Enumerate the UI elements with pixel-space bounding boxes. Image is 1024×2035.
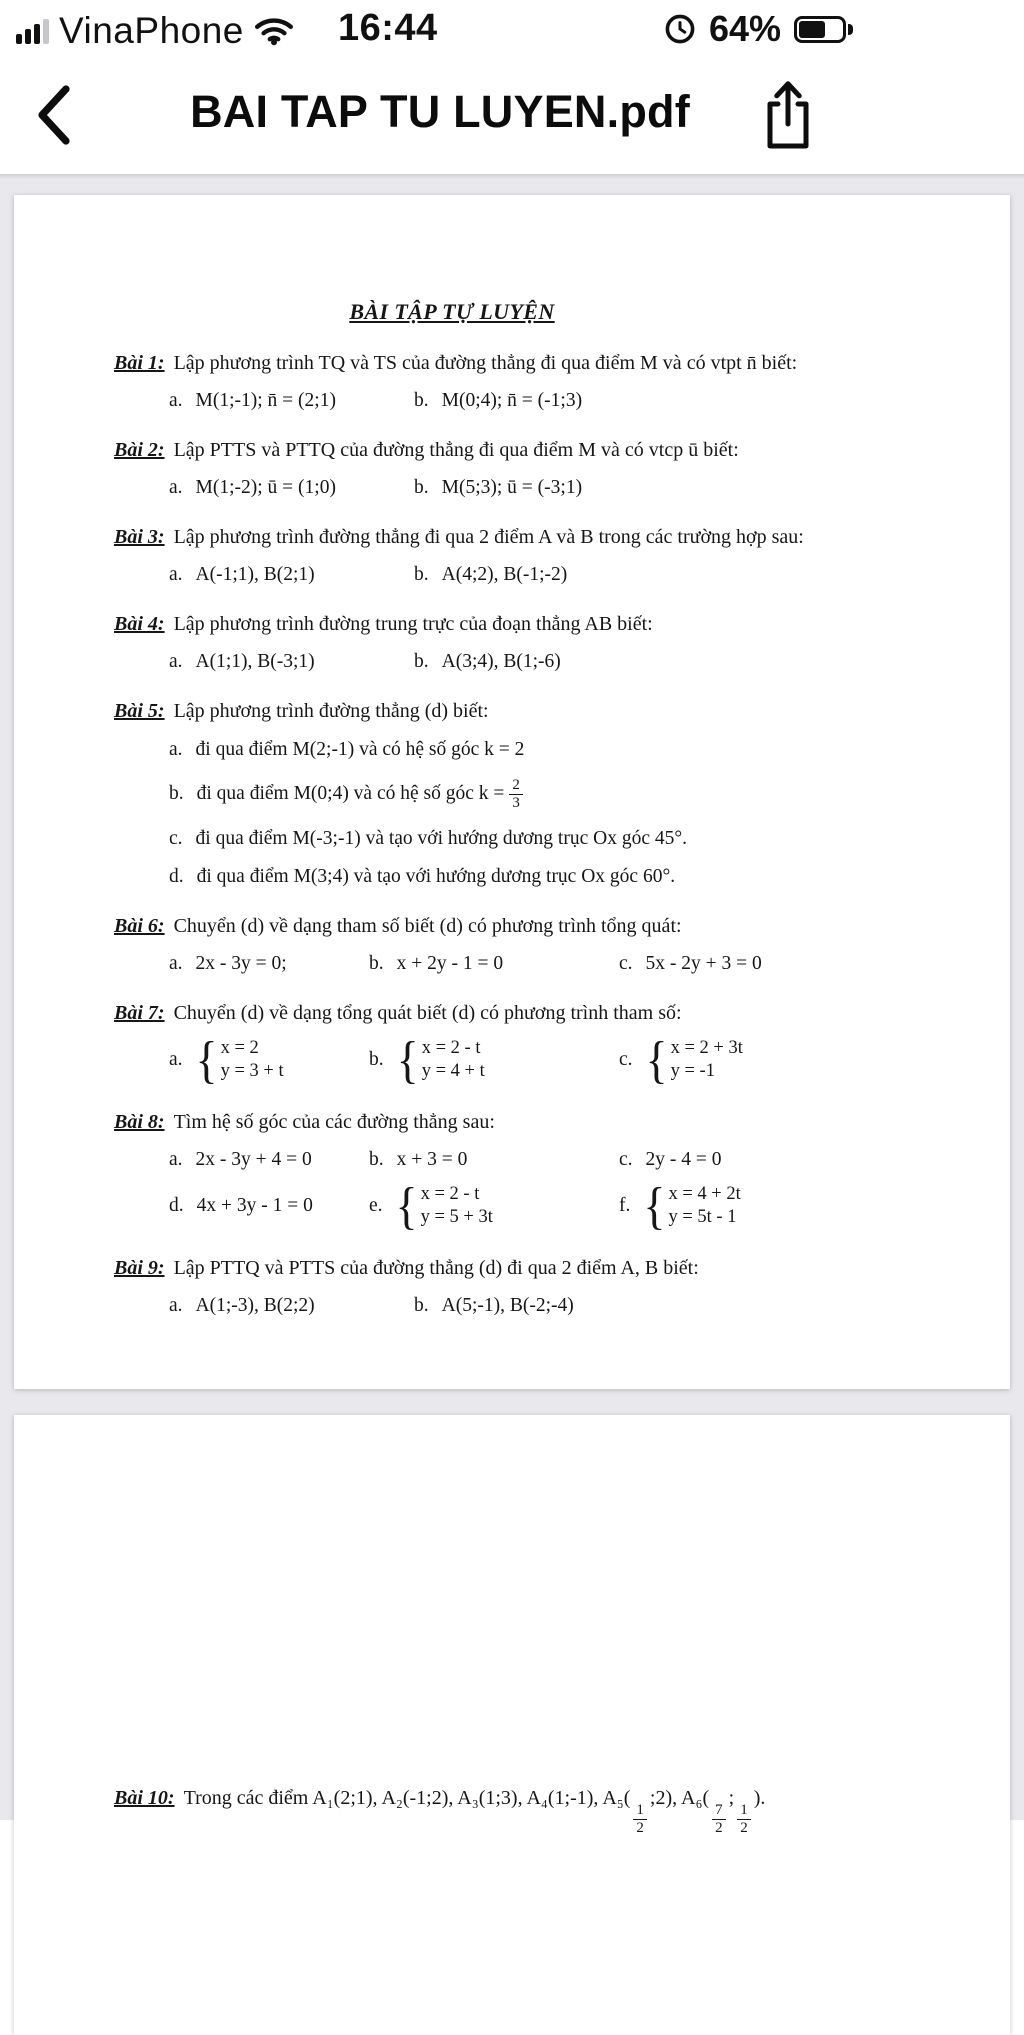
- item-text: 2x - 3y + 4 = 0: [195, 1148, 312, 1170]
- status-time: 16:44: [338, 7, 438, 49]
- exercise-head: [114, 438, 950, 462]
- item-label: b.: [169, 783, 184, 805]
- item-label: a.: [169, 651, 183, 672]
- item-text: x + 2y - 1 = 0: [396, 952, 504, 974]
- exercise-item: [369, 1176, 619, 1235]
- system-line-2: y = 5 + 3t: [420, 1207, 493, 1228]
- exercise-tag: Bài 1:: [114, 352, 165, 374]
- fraction-denominator: 2: [715, 1819, 723, 1836]
- exercise-item: [619, 953, 762, 975]
- item-text: A(4;2), B(-1;-2): [441, 564, 568, 585]
- item-label: c.: [169, 827, 183, 849]
- pdf-page-1: [14, 195, 1010, 1389]
- items-row: [169, 1295, 950, 1317]
- doc-heading: BÀI TẬP TỰ LUYỆN: [349, 299, 555, 324]
- exercise-tag: Bài 6:: [114, 914, 165, 937]
- item-label: c.: [619, 1049, 633, 1071]
- fraction-numerator: 1: [737, 1802, 751, 1820]
- exercise-item: [369, 1030, 619, 1089]
- item-label: a.: [169, 952, 183, 974]
- item-label: f.: [619, 1195, 631, 1217]
- item-label: a.: [169, 739, 183, 760]
- item-text: M(5;3); ū = (-3;1): [441, 477, 583, 498]
- item-text: A(5;-1), B(-2;-4): [441, 1294, 574, 1316]
- exercise-prompt: Lập PTTS và PTTQ của đường thẳng đi qua điểm M và có vtcp ū biết:: [173, 439, 739, 461]
- item-label: e.: [369, 1195, 383, 1217]
- exercise-item: [619, 1149, 722, 1171]
- system-line-2: y = 5t - 1: [668, 1207, 737, 1228]
- exercise-tag: Bài 4:: [114, 613, 165, 635]
- exercise-head: [114, 699, 950, 723]
- brace-symbol: {: [396, 1030, 419, 1089]
- system-line-2: y = 3 + t: [220, 1061, 284, 1082]
- exercise-head: [114, 525, 950, 549]
- cellular-signal-icon: [16, 18, 49, 44]
- wifi-icon: [254, 16, 294, 46]
- fraction-denominator: 2: [636, 1819, 644, 1836]
- exercise-prompt: Tìm hệ số góc của các đường thẳng sau:: [173, 1110, 495, 1133]
- pdf-page-2: [14, 1415, 1010, 2035]
- item-label: d.: [169, 865, 184, 887]
- item-label: b.: [369, 952, 384, 974]
- exercise-item: [169, 739, 950, 761]
- exercise-item: [169, 1149, 369, 1171]
- clock-icon: [664, 13, 696, 45]
- item-text: x + 3 = 0: [396, 1148, 468, 1170]
- exercise-item: [369, 953, 619, 975]
- exercise-prompt-part: Trong các điểm A₁(2;1), A₂(-1;2), A₃(1;3), A₄(1;-1), A₅(: [183, 1787, 631, 1809]
- item-text: A(1;1), B(-3;1): [195, 651, 315, 672]
- system-line-2: y = 4 + t: [421, 1061, 485, 1082]
- fraction-denominator: 2: [740, 1819, 748, 1836]
- exercise-bai-10: [114, 1787, 765, 1837]
- equation-system: [645, 1030, 743, 1089]
- exercise-bai-7: [114, 1001, 950, 1089]
- system-line-1: x = 2: [220, 1037, 259, 1058]
- exercise-item: [619, 1176, 741, 1235]
- exercise-item: [619, 1030, 743, 1089]
- fraction-numerator: 2: [509, 777, 523, 795]
- fraction-numerator: 1: [633, 1802, 647, 1820]
- exercise-head: [114, 351, 950, 375]
- item-text: đi qua điểm M(0;4) và có hệ số góc k =: [196, 783, 505, 805]
- item-text: 2x - 3y = 0;: [195, 952, 287, 974]
- exercise-item: [414, 564, 567, 586]
- brace-symbol: {: [195, 1030, 218, 1089]
- items-row: [169, 651, 950, 673]
- carrier-label: VinaPhone: [59, 10, 244, 51]
- exercise-head: [114, 612, 950, 636]
- exercise-prompt-part: ;2), A₆(: [649, 1787, 710, 1809]
- fraction: [633, 1802, 647, 1837]
- status-right-group: [664, 8, 853, 50]
- exercise-item: [169, 1295, 414, 1317]
- fraction: [712, 1802, 726, 1837]
- system-line-1: x = 2 - t: [421, 1037, 481, 1058]
- exercise-bai-8: [114, 1110, 950, 1235]
- item-label: a.: [169, 1148, 183, 1170]
- item-label: b.: [369, 1049, 384, 1071]
- item-label: b.: [369, 1148, 384, 1170]
- exercise-prompt: Lập phương trình đường thẳng đi qua 2 điểm A và B trong các trường hợp sau:: [173, 526, 804, 548]
- brace-symbol: {: [645, 1030, 668, 1089]
- exercise-bai-2: [114, 438, 950, 499]
- item-label: b.: [414, 1294, 429, 1316]
- exercise-item: [169, 564, 414, 586]
- system-line-1: x = 2 + 3t: [670, 1037, 743, 1058]
- item-text: đi qua điểm M(-3;-1) và tạo với hướng dương trục Ox góc 45°.: [195, 827, 688, 849]
- item-text: 5x - 2y + 3 = 0: [645, 952, 762, 974]
- exercise-item: [414, 651, 561, 673]
- exercise-bai-3: [114, 525, 950, 586]
- system-line-1: x = 4 + 2t: [668, 1183, 741, 1204]
- exercise-bai-6: [114, 914, 950, 975]
- exercise-prompt: Lập phương trình đường thẳng (d) biết:: [173, 700, 489, 722]
- status-bar: [0, 0, 1024, 58]
- exercise-prompt-part: ).: [753, 1787, 766, 1809]
- item-label: b.: [414, 390, 429, 411]
- status-left-group: [16, 10, 294, 52]
- exercise-item: [169, 777, 950, 812]
- items-row: [169, 1030, 950, 1089]
- item-label: a.: [169, 390, 183, 411]
- system-line-2: y = -1: [670, 1061, 715, 1082]
- item-text: đi qua điểm M(2;-1) và có hệ số góc k = 2: [195, 739, 525, 760]
- pdf-scroll-area[interactable]: [0, 179, 1024, 1836]
- equation-system: [643, 1176, 741, 1235]
- equation-system: [396, 1030, 485, 1089]
- exercise-prompt: Chuyển (d) về dạng tổng quát biết (d) có phương trình tham số:: [173, 1001, 682, 1024]
- exercise-prompt: Lập PTTQ và PTTS của đường thẳng (d) đi qua 2 điểm A, B biết:: [173, 1256, 699, 1279]
- battery-icon: [794, 16, 853, 43]
- item-label: c.: [619, 952, 633, 974]
- fraction-numerator: 7: [712, 1802, 726, 1820]
- exercise-tag: Bài 7:: [114, 1001, 165, 1024]
- item-label: a.: [169, 1294, 183, 1316]
- system-line-1: x = 2 - t: [420, 1183, 480, 1204]
- brace-symbol: {: [643, 1176, 666, 1235]
- exercise-prompt: Lập phương trình TQ và TS của đường thẳng đi qua điểm M và có vtpt n̄ biết:: [173, 352, 798, 374]
- share-icon: [756, 77, 820, 155]
- item-text: M(1;-1); n̄ = (2;1): [195, 390, 336, 411]
- exercise-tag: Bài 5:: [114, 700, 165, 722]
- fraction: [509, 777, 523, 812]
- items-row: [169, 564, 950, 586]
- exercise-item: [169, 390, 414, 412]
- item-text: M(1;-2); ū = (1;0): [195, 477, 336, 498]
- exercise-item: [414, 1295, 574, 1317]
- equation-system: [195, 1030, 284, 1089]
- exercise-item: [369, 1149, 619, 1171]
- item-text: A(-1;1), B(2;1): [195, 564, 315, 585]
- item-text: A(3;4), B(1;-6): [441, 651, 561, 672]
- exercise-bai-4: [114, 612, 950, 673]
- item-text: M(0;4); n̄ = (-1;3): [441, 390, 583, 411]
- exercise-item: [414, 390, 582, 412]
- nav-bar: [0, 58, 1024, 174]
- item-label: c.: [619, 1148, 633, 1170]
- exercise-bai-1: [114, 351, 950, 412]
- exercise-item: [414, 477, 582, 499]
- exercise-prompt: Lập phương trình đường trung trực của đoạn thẳng AB biết:: [173, 613, 653, 635]
- exercise-tag: Bài 8:: [114, 1110, 165, 1133]
- items-row: [169, 390, 950, 412]
- item-label: d.: [169, 1195, 184, 1217]
- exercise-tag: Bài 2:: [114, 439, 165, 461]
- exercise-prompt-part: ;: [728, 1787, 735, 1809]
- exercise-prompt: Chuyển (d) về dạng tham số biết (d) có phương trình tổng quát:: [173, 914, 682, 937]
- exercise-item: [169, 477, 414, 499]
- item-text: 4x + 3y - 1 = 0: [196, 1195, 313, 1217]
- item-text: A(1;-3), B(2;2): [195, 1294, 315, 1316]
- exercise-head: [114, 914, 950, 938]
- item-label: a.: [169, 477, 183, 498]
- exercise-item: [169, 651, 414, 673]
- battery-percent: 64%: [709, 8, 782, 49]
- exercise-tag: Bài 3:: [114, 526, 165, 548]
- item-text: đi qua điểm M(3;4) và tạo với hướng dương trục Ox góc 60°.: [196, 865, 676, 887]
- items-row: [169, 1149, 950, 1171]
- exercise-bai-9: [114, 1256, 950, 1317]
- exercise-head: [114, 1001, 950, 1025]
- item-label: a.: [169, 1049, 183, 1071]
- file-title: BAI TAP TU LUYEN.pdf: [190, 86, 690, 137]
- exercise-item: [169, 828, 950, 850]
- item-label: b.: [414, 651, 429, 672]
- item-label: b.: [414, 477, 429, 498]
- exercise-tag: Bài 9:: [114, 1256, 165, 1279]
- items-row: [169, 477, 950, 499]
- exercise-head: [114, 1256, 950, 1280]
- exercise-item: [169, 866, 950, 888]
- exercise-bai-5: [114, 699, 950, 888]
- share-button[interactable]: [746, 68, 830, 164]
- exercise-tag: Bài 10:: [114, 1787, 175, 1809]
- equation-system: [395, 1176, 493, 1235]
- item-label: b.: [414, 564, 429, 585]
- items-row: [169, 1176, 950, 1235]
- brace-symbol: {: [395, 1176, 418, 1235]
- exercise-head: [114, 1110, 950, 1134]
- exercise-item: [169, 1030, 369, 1089]
- exercise-item: [169, 1195, 369, 1217]
- item-text: 2y - 4 = 0: [645, 1148, 722, 1170]
- exercise-item: [169, 953, 369, 975]
- item-label: a.: [169, 564, 183, 585]
- fraction-denominator: 3: [512, 794, 520, 811]
- fraction: [737, 1802, 751, 1837]
- items-row: [169, 953, 950, 975]
